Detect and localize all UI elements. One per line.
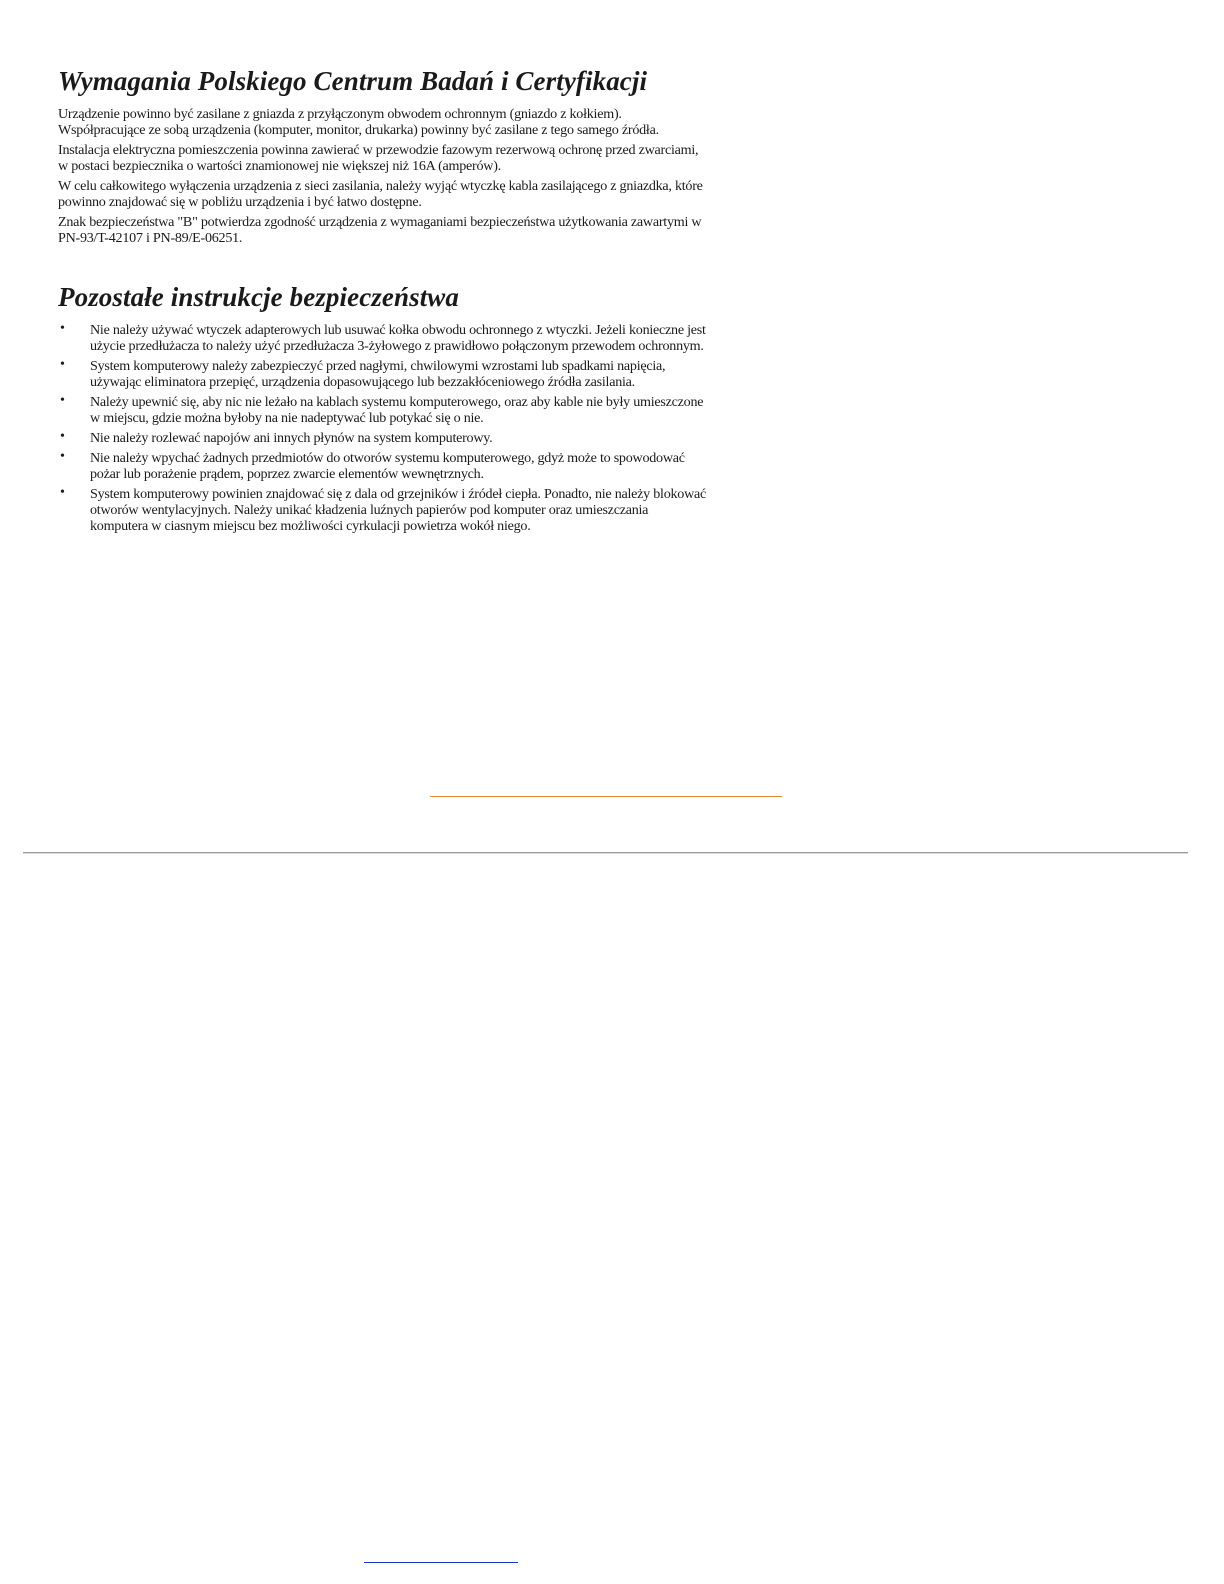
link-underline-blue[interactable]	[364, 1562, 518, 1563]
list-item	[58, 322, 708, 354]
list-item-text: Należy upewnić się, aby nic nie leżało na kablach systemu komputerowego, oraz aby kable nie były umieszczone w miejscu, gdzie można byłoby na nie nadeptywać lub potykać się o nie.	[90, 394, 704, 426]
bullet-icon: •	[60, 393, 65, 408]
bullet-icon: •	[60, 485, 65, 500]
safety-instructions-list	[58, 322, 708, 534]
list-item-text: System komputerowy należy zabezpieczyć przed nagłymi, chwilowymi wzrostami lub spadkami napięcia, używając eliminatora przepięć, urządzenia dopasowującego lub bezzakłóceniowego źródła zasilania.	[90, 358, 666, 390]
bullet-icon: •	[60, 449, 65, 464]
paragraph: Znak bezpieczeństwa "B" potwierdza zgodność urządzenia z wymaganiami bezpieczeństwa użytkowania zawartymi w PN-93/T-42107 i PN-89/E-06251.	[58, 214, 702, 246]
paragraph: W celu całkowitego wyłączenia urządzenia z sieci zasilania, należy wyjąć wtyczkę kabla zasilającego z gniazdka, które powinno znajdować się w pobliżu urządzenia i być łatwo dostępne.	[58, 178, 703, 210]
list-item-text: Nie należy wpychać żadnych przedmiotów do otworów systemu komputerowego, gdyż może to spowodować pożar lub porażenie prądem, poprzez zwarcie elementów wewnętrznych.	[90, 450, 685, 482]
link-underline-orange[interactable]	[430, 796, 782, 797]
bullet-icon: •	[60, 357, 65, 372]
section-pcbc-requirements	[58, 64, 708, 246]
paragraph: Urządzenie powinno być zasilane z gniazda z przyłączonym obwodem ochronnym (gniazdo z kołkiem). Współpracujące ze sobą urządzenia (komputer, monitor, drukarka) powinny być zasilane z tego samego źródła.	[58, 106, 659, 138]
list-item-text: System komputerowy powinien znajdować się z dala od grzejników i źródeł ciepła. Ponadto, nie należy blokować otworów wentylacyjnych. Należy unikać kładzenia luźnych papierów pod komputer oraz umieszczania komputera w ciasnym miejscu bez możliwości cyrkulacji powietrza wokół niego.	[90, 486, 707, 534]
list-item	[58, 486, 708, 534]
scanned-document-image	[58, 64, 708, 538]
section-title: Pozostałe instrukcje bezpieczeństwa	[58, 282, 459, 312]
list-item-text: Nie należy rozlewać napojów ani innych płynów na system komputerowy.	[90, 430, 493, 446]
list-item	[58, 358, 708, 390]
list-item	[58, 430, 708, 446]
bullet-icon: •	[60, 321, 65, 336]
section-title: Wymagania Polskiego Centrum Badań i Certyfikacji	[58, 66, 648, 96]
list-item	[58, 450, 708, 482]
bullet-icon: •	[60, 429, 65, 444]
paragraph: Instalacja elektryczna pomieszczenia powinna zawierać w przewodzie fazowym rezerwową ochronę przed zwarciami, w postaci bezpiecznika o wartości znamionowej nie większej niż 16A (amperów).	[58, 142, 699, 174]
list-item	[58, 394, 708, 426]
list-item-text: Nie należy używać wtyczek adapterowych lub usuwać kołka obwodu ochronnego z wtyczki. Jeżeli konieczne jest użycie przedłużacza to należy użyć przedłużacza 3-żyłowego z prawidłowo połączonym przewodem ochronnym.	[90, 322, 706, 354]
horizontal-divider	[23, 852, 1188, 854]
section-other-safety-instructions	[58, 280, 708, 534]
